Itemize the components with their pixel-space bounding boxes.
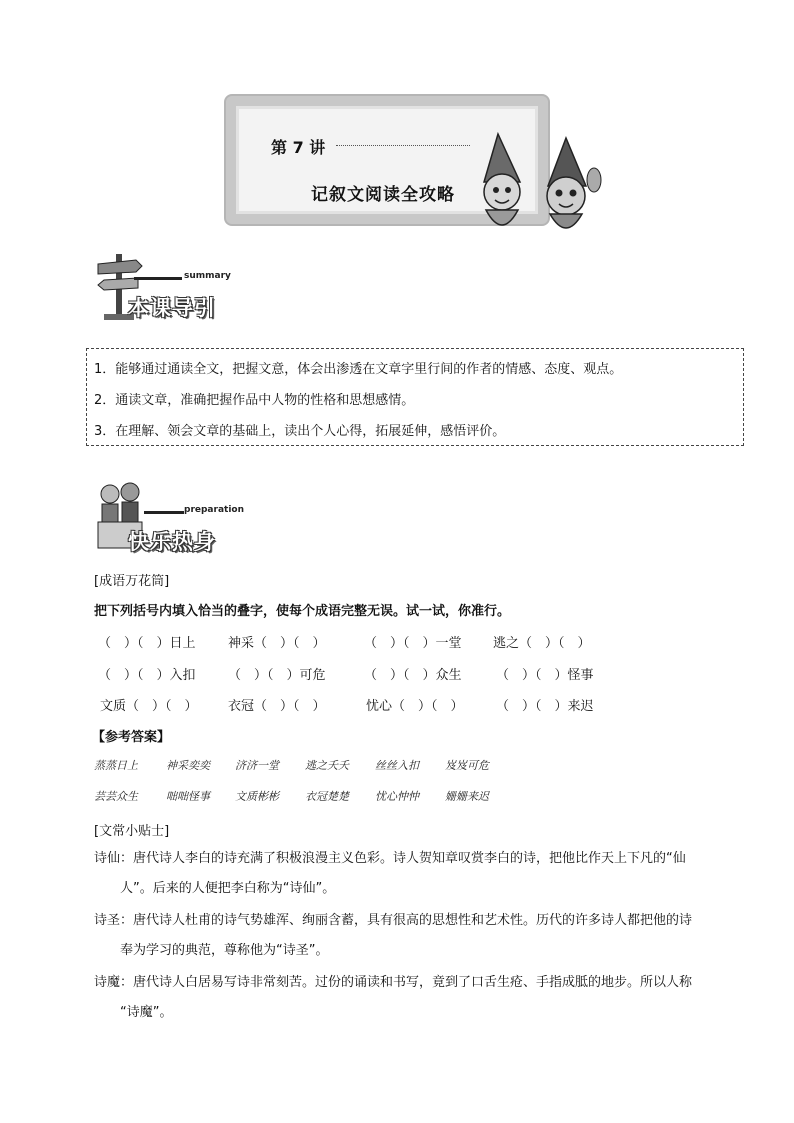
tip-text-cont: 人”。后来的人便把李白称为“诗仙”。 [120,881,336,896]
answer-item: 芸芸众生 [94,790,138,803]
exercise-item: （ ）（ ）日上 [98,636,196,651]
tip-poet-sage [94,906,744,966]
dotted-divider [336,145,470,146]
exercise-item: （ ）（ ）怪事 [496,668,594,683]
answer-item: 文质彬彬 [235,790,279,803]
lesson-title: 记叙文阅读全攻略 [311,185,455,205]
answer-item: 神采奕奕 [166,759,210,772]
answer-item: 咄咄怪事 [166,790,210,803]
answer-item: 姗姗来迟 [445,790,489,803]
exercise-item: 忧心（ ）（ ） [366,699,464,714]
summary-title: 本课导引 [128,296,216,320]
exercise-item: （ ）（ ）一堂 [364,636,462,651]
exercise-item: 衣冠（ ）（ ） [228,699,326,714]
exercise-item: 逃之（ ）（ ） [493,636,591,651]
tips-heading: [文常小贴士] [94,824,170,839]
tip-text-cont: “诗魔”。 [120,1005,173,1020]
idiom-heading: [成语万花筒] [94,574,170,589]
tip-text-cont: 奉为学习的典范，尊称他为“诗圣”。 [120,943,329,958]
tip-term: 诗仙 [94,851,121,866]
exercise-item: 文质（ ）（ ） [100,699,198,714]
tip-term: 诗圣 [94,913,121,928]
preparation-tag: preparation [184,505,244,515]
tip-text: ：唐代诗人李白的诗充满了积极浪漫主义色彩。诗人贺知章叹赏李白的诗，把他比作天上下凡的“仙 [120,851,686,866]
summary-section-header [96,250,266,324]
lesson-number: 第 7 讲 [271,138,326,157]
objective-1: 1．能够通过通读全文，把握文意，体会出渗透在文章字里行间的作者的情感、态度、观点。 [94,362,623,377]
exercise-item: （ ）（ ）入扣 [98,668,196,683]
answer-item: 济济一堂 [235,759,279,772]
exercise-item: 神采（ ）（ ） [228,636,326,651]
header-rule [144,511,184,514]
exercise-instruction: 把下列括号内填入恰当的叠字，使每个成语完整无误。试一试，你准行。 [94,604,511,619]
tip-term: 诗魔 [94,975,121,990]
tip-text: ：唐代诗人杜甫的诗气势雄浑、绚丽含蓄，具有很高的思想性和艺术性。历代的许多诗人都把他的诗 [120,913,693,928]
answer-heading: 【参考答案】 [92,730,171,745]
exercise-item: （ ）（ ）可危 [228,668,326,683]
tip-text: ：唐代诗人白居易写诗非常刻苦。过份的诵读和书写，竟到了口舌生疮、手指成胝的地步。所以人称 [120,975,693,990]
preparation-section-header [96,480,266,554]
answer-item: 丝丝入扣 [375,759,419,772]
answer-item: 衣冠楚楚 [305,790,349,803]
summary-tag: summary [184,271,231,281]
exercise-item: （ ）（ ）来迟 [496,699,594,714]
exercise-item: （ ）（ ）众生 [364,668,462,683]
mascot-illustration [470,130,602,242]
answer-item: 逃之夭夭 [305,759,349,772]
tip-poet-immortal [94,844,744,904]
answer-item: 蒸蒸日上 [94,759,138,772]
objective-2: 2．通读文章，准确把握作品中人物的性格和思想感情。 [94,393,415,408]
header-rule [134,277,182,280]
answer-item: 岌岌可危 [445,759,489,772]
answer-item: 忧心忡忡 [375,790,419,803]
preparation-title: 快乐热身 [128,530,216,554]
objective-3: 3．在理解、领会文章的基础上，读出个人心得，拓展延伸，感悟评价。 [94,424,506,439]
tip-poet-demon [94,968,744,1028]
